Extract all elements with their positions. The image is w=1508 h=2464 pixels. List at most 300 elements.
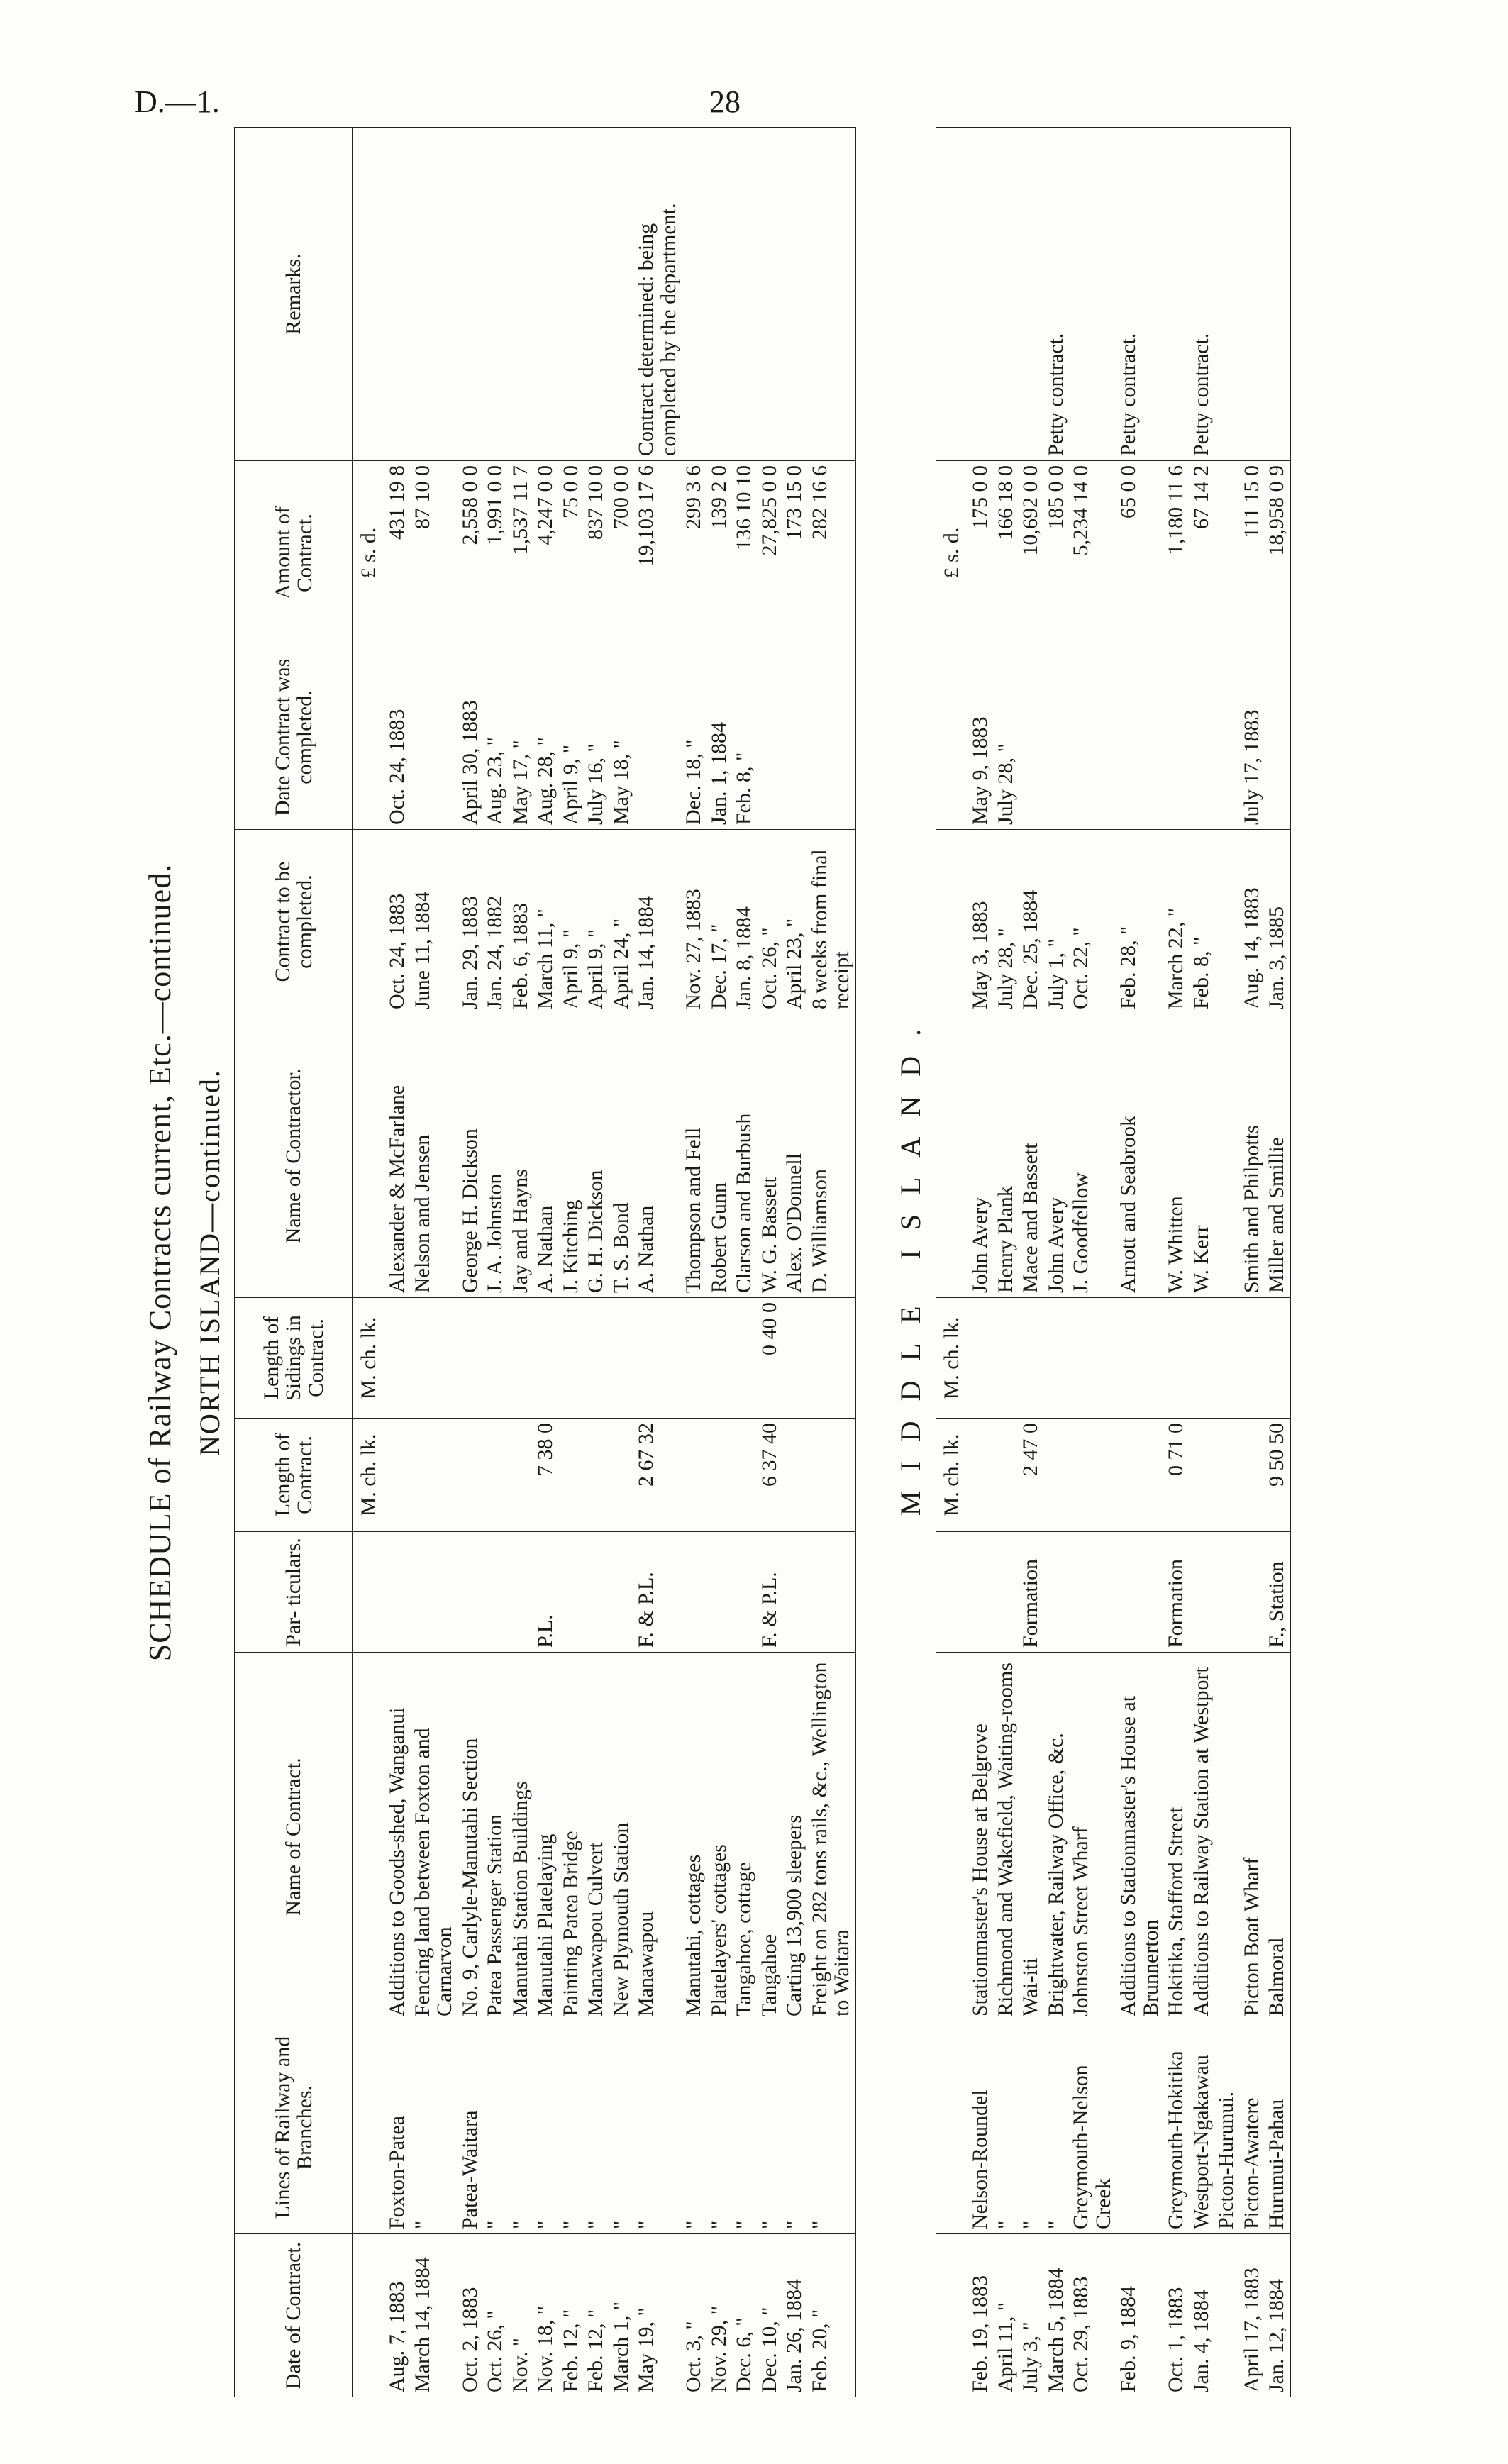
length-cell <box>458 1419 483 1532</box>
amount-cell: 136 10 10 <box>731 461 757 645</box>
contract-name-cell: Additions to Goods-shed, Wanganui <box>384 1653 410 2021</box>
date-completed-cell: April 9, " <box>558 645 584 830</box>
date-cell: Feb. 12, " <box>558 2234 584 2397</box>
table-row <box>1018 128 1043 2397</box>
particulars-cell <box>410 1532 458 1653</box>
contractor-cell: Thompson and Fell <box>681 1014 706 1298</box>
line-cell: " <box>558 2021 584 2234</box>
length-cell <box>681 1419 706 1532</box>
date-cell: May 19, " <box>633 2234 681 2397</box>
north-table-body <box>353 128 855 2397</box>
particulars-cell: P.L. <box>533 1532 558 1653</box>
table-row <box>731 128 757 2397</box>
contract-name-cell: Patea Passenger Station <box>482 1653 508 2021</box>
date-completed-cell <box>1163 645 1189 830</box>
date-completed-cell: Aug. 23, " <box>482 645 508 830</box>
unit-sidings: M. ch. lk. <box>353 1298 384 1419</box>
length-cell: 9 50 50 <box>1264 1419 1290 1532</box>
date-cell: March 5, 1884 <box>1043 2234 1069 2397</box>
line-cell: Westport-Ngakawau <box>1189 2021 1214 2234</box>
length-cell <box>1189 1419 1214 1532</box>
particulars-cell: F. & P.L. <box>757 1532 782 1653</box>
document-id: D.—1. <box>135 84 220 119</box>
sidings-cell <box>410 1298 458 1419</box>
date-cell <box>1214 2234 1239 2397</box>
to-be-completed-cell: Jan. 29, 1883 <box>458 830 483 1014</box>
contractor-cell <box>1214 1014 1239 1298</box>
line-cell: " <box>482 2021 508 2234</box>
particulars-cell <box>807 1532 855 1653</box>
length-cell <box>968 1419 993 1532</box>
to-be-completed-cell: July 1, " <box>1043 830 1069 1014</box>
contractor-cell: J. Goodfellow <box>1068 1014 1116 1298</box>
col-to-be-completed: Contract to be completed. <box>235 830 353 1014</box>
to-be-completed-cell: Feb. 28, " <box>1116 830 1163 1014</box>
contractor-cell: T. S. Bond <box>609 1014 634 1298</box>
contract-name-cell: Platelayers' cottages <box>706 1653 732 2021</box>
sidings-cell <box>993 1298 1019 1419</box>
particulars-cell <box>968 1532 993 1653</box>
sidings-cell <box>1068 1298 1116 1419</box>
length-cell: 2 67 32 <box>633 1419 681 1532</box>
particulars-cell <box>1043 1532 1069 1653</box>
amount-cell: 166 18 0 <box>993 461 1019 645</box>
line-cell: " <box>1043 2021 1069 2234</box>
remarks-cell <box>1068 128 1116 461</box>
to-be-completed-cell: Dec. 25, 1884 <box>1018 830 1043 1014</box>
amount-cell: 65 0 0 <box>1116 461 1163 645</box>
remarks-cell <box>807 128 855 461</box>
contractor-cell: D. Williamson <box>807 1014 855 1298</box>
line-cell: Greymouth-Hokitika <box>1163 2021 1189 2234</box>
contractor-cell: John Avery <box>968 1014 993 1298</box>
length-cell: 2 47 0 <box>1018 1419 1043 1532</box>
date-completed-cell <box>1116 645 1163 830</box>
table-row <box>782 128 807 2397</box>
line-cell: " <box>533 2021 558 2234</box>
contract-name-cell: Manawapou Culvert <box>583 1653 609 2021</box>
to-be-completed-cell: 8 weeks from final receipt <box>807 830 855 1014</box>
contractor-cell: Mace and Bassett <box>1018 1014 1043 1298</box>
length-cell: 7 38 0 <box>533 1419 558 1532</box>
date-cell: Oct. 29, 1883 <box>1068 2234 1116 2397</box>
contractor-cell: A. Nathan <box>533 1014 558 1298</box>
date-completed-cell: Oct. 24, 1883 <box>384 645 410 830</box>
date-completed-cell <box>410 645 458 830</box>
contract-name-cell: Tangahoe, cottage <box>731 1653 757 2021</box>
length-cell <box>1239 1419 1265 1532</box>
length-cell <box>993 1419 1019 1532</box>
col-sidings: Length of Sidings in Contract. <box>235 1298 353 1419</box>
date-cell: Dec. 10, " <box>757 2234 782 2397</box>
particulars-cell <box>706 1532 732 1653</box>
line-cell: " <box>410 2021 458 2234</box>
sidings-cell <box>609 1298 634 1419</box>
particulars-cell <box>1214 1532 1239 1653</box>
middle-island-heading: MIDDLE ISLAND. <box>894 1009 926 1516</box>
amount-cell: 175 0 0 <box>968 461 993 645</box>
contract-name-cell: Richmond and Wakefield, Waiting-rooms <box>993 1653 1019 2021</box>
remarks-cell <box>731 128 757 461</box>
amount-cell: 75 0 0 <box>558 461 584 645</box>
contract-name-cell: Carting 13,900 sleepers <box>782 1653 807 2021</box>
particulars-cell <box>482 1532 508 1653</box>
col-line: Lines of Railway and Branches. <box>235 2021 353 2234</box>
contract-name-cell: Manawapou <box>633 1653 681 2021</box>
contractor-cell: Alex. O'Donnell <box>782 1014 807 1298</box>
table-row <box>633 128 681 2397</box>
length-cell <box>706 1419 732 1532</box>
north-island-table <box>234 127 856 2397</box>
contract-name-cell: Wai-iti <box>1018 1653 1043 2021</box>
particulars-cell <box>731 1532 757 1653</box>
contract-name-cell: Manutahi, cottages <box>681 1653 706 2021</box>
table-row <box>384 128 410 2397</box>
to-be-completed-cell: July 28, " <box>993 830 1019 1014</box>
date-completed-cell: May 17, " <box>508 645 533 830</box>
date-cell: April 11, " <box>993 2234 1019 2397</box>
amount-cell: 139 2 0 <box>706 461 732 645</box>
table-row <box>482 128 508 2397</box>
table-row <box>583 128 609 2397</box>
date-cell: Oct. 26, " <box>482 2234 508 2397</box>
to-be-completed-cell: May 3, 1883 <box>968 830 993 1014</box>
particulars-cell: Formation <box>1163 1532 1189 1653</box>
north-island-heading: NORTH ISLAND—continued. <box>194 1069 226 1456</box>
units-row <box>936 128 968 2397</box>
contractor-cell: John Avery <box>1043 1014 1069 1298</box>
line-cell: " <box>757 2021 782 2234</box>
date-completed-cell: Dec. 18, " <box>681 645 706 830</box>
date-completed-cell <box>1068 645 1116 830</box>
sidings-cell <box>1214 1298 1239 1419</box>
contractor-cell: G. H. Dickson <box>583 1014 609 1298</box>
date-completed-cell: April 30, 1883 <box>458 645 483 830</box>
contractor-cell: Alexander & McFarlane <box>384 1014 410 1298</box>
sidings-cell <box>968 1298 993 1419</box>
contractor-cell: Robert Gunn <box>706 1014 732 1298</box>
amount-cell <box>1214 461 1239 645</box>
line-cell: Patea-Waitara <box>458 2021 483 2234</box>
date-completed-cell <box>1189 645 1214 830</box>
remarks-cell <box>410 128 458 461</box>
line-cell: " <box>782 2021 807 2234</box>
contract-name-cell: Brightwater, Railway Office, &c. <box>1043 1653 1069 2021</box>
to-be-completed-cell: Jan. 3, 1885 <box>1264 830 1290 1014</box>
length-cell <box>410 1419 458 1532</box>
line-cell: Greymouth-Nelson Creek <box>1068 2021 1116 2234</box>
line-cell: " <box>1018 2021 1043 2234</box>
length-cell <box>1214 1419 1239 1532</box>
contract-name-cell: Picton Boat Wharf <box>1239 1653 1265 2021</box>
date-completed-cell <box>1018 645 1043 830</box>
sidings-cell <box>1043 1298 1069 1419</box>
remarks-cell: Contract determined: being completed by the department. <box>633 128 681 461</box>
table-row <box>1043 128 1069 2397</box>
table-row <box>1189 128 1214 2397</box>
to-be-completed-cell: Oct. 26, " <box>757 830 782 1014</box>
to-be-completed-cell: Jan. 14, 1884 <box>633 830 681 1014</box>
particulars-cell: F., Station <box>1264 1532 1290 1653</box>
table-row <box>458 128 483 2397</box>
date-cell: March 1, " <box>609 2234 634 2397</box>
length-cell <box>609 1419 634 1532</box>
line-cell: " <box>731 2021 757 2234</box>
contractor-cell: Smith and Philpotts <box>1239 1014 1265 1298</box>
to-be-completed-cell: Oct. 24, 1883 <box>384 830 410 1014</box>
amount-cell: 10,692 0 0 <box>1018 461 1043 645</box>
contract-name-cell: Balmoral <box>1264 1653 1290 2021</box>
length-cell <box>1043 1419 1069 1532</box>
date-cell: Nov. 18, " <box>533 2234 558 2397</box>
line-cell: " <box>633 2021 681 2234</box>
length-cell <box>482 1419 508 1532</box>
length-cell <box>782 1419 807 1532</box>
sidings-cell <box>583 1298 609 1419</box>
remarks-cell <box>583 128 609 461</box>
particulars-cell <box>1116 1532 1163 1653</box>
date-completed-cell <box>1214 645 1239 830</box>
remarks-cell <box>993 128 1019 461</box>
col-date-completed: Date Contract was completed. <box>235 645 353 830</box>
to-be-completed-cell: March 22, " <box>1163 830 1189 1014</box>
sidings-cell <box>1189 1298 1214 1419</box>
particulars-cell <box>1189 1532 1214 1653</box>
table-row <box>968 128 993 2397</box>
contractor-cell: Nelson and Jensen <box>410 1014 458 1298</box>
date-completed-cell: May 18, " <box>609 645 634 830</box>
col-date: Date of Contract. <box>235 2234 353 2397</box>
remarks-cell <box>1214 128 1239 461</box>
contractor-cell: Henry Plank <box>993 1014 1019 1298</box>
date-cell: Jan. 4, 1884 <box>1189 2234 1214 2397</box>
col-remarks: Remarks. <box>235 128 353 461</box>
to-be-completed-cell: April 9, " <box>583 830 609 1014</box>
length-cell: 6 37 40 <box>757 1419 782 1532</box>
sidings-cell <box>807 1298 855 1419</box>
col-contract-name: Name of Contract. <box>235 1653 353 2021</box>
table-row <box>757 128 782 2397</box>
col-length: Length of Contract. <box>235 1419 353 1532</box>
date-cell: Feb. 9, 1884 <box>1116 2234 1163 2397</box>
table-row <box>609 128 634 2397</box>
amount-cell: 111 15 0 <box>1239 461 1265 645</box>
length-cell <box>558 1419 584 1532</box>
remarks-cell <box>1018 128 1043 461</box>
particulars-cell <box>1239 1532 1265 1653</box>
table-row <box>1264 128 1290 2397</box>
contractor-cell: Clarson and Burbush <box>731 1014 757 1298</box>
particulars-cell <box>458 1532 483 1653</box>
particulars-cell <box>681 1532 706 1653</box>
contractor-cell: Arnott and Seabrook <box>1116 1014 1163 1298</box>
contractor-cell: J. Kitching <box>558 1014 584 1298</box>
table-row <box>807 128 855 2397</box>
length-cell: 0 71 0 <box>1163 1419 1189 1532</box>
contractor-cell: Miller and Smillie <box>1264 1014 1290 1298</box>
sidings-cell <box>1116 1298 1163 1419</box>
remarks-cell <box>458 128 483 461</box>
contract-name-cell: Freight on 282 tons rails, &c., Wellington to Waitara <box>807 1653 855 2021</box>
amount-cell: 2,558 0 0 <box>458 461 483 645</box>
date-cell: Feb. 20, " <box>807 2234 855 2397</box>
length-cell <box>731 1419 757 1532</box>
length-cell <box>807 1419 855 1532</box>
date-cell: Nov. " <box>508 2234 533 2397</box>
amount-cell: 282 16 6 <box>807 461 855 645</box>
length-cell <box>1116 1419 1163 1532</box>
particulars-cell <box>558 1532 584 1653</box>
contract-name-cell: Tangahoe <box>757 1653 782 2021</box>
unit-length: M. ch. lk. <box>936 1419 968 1532</box>
contract-name-cell: Additions to Stationmaster's House at Brunnerton <box>1116 1653 1163 2021</box>
to-be-completed-cell: April 23, " <box>782 830 807 1014</box>
to-be-completed-cell: April 24, " <box>609 830 634 1014</box>
particulars-cell <box>508 1532 533 1653</box>
length-cell <box>1068 1419 1116 1532</box>
table-row <box>706 128 732 2397</box>
sidings-cell <box>482 1298 508 1419</box>
line-cell: Picton-Awatere <box>1239 2021 1265 2234</box>
contractor-cell: W. Whitten <box>1163 1014 1189 1298</box>
contract-name-cell: Manutahi Station Buildings <box>508 1653 533 2021</box>
date-cell: Jan. 12, 1884 <box>1264 2234 1290 2397</box>
length-cell <box>384 1419 410 1532</box>
particulars-cell <box>609 1532 634 1653</box>
date-completed-cell: Feb. 8, " <box>731 645 757 830</box>
table-row <box>558 128 584 2397</box>
sidings-cell <box>782 1298 807 1419</box>
remarks-cell <box>1163 128 1189 461</box>
sidings-cell <box>1018 1298 1043 1419</box>
contractor-cell: W. G. Bassett <box>757 1014 782 1298</box>
date-completed-cell: May 9, 1883 <box>968 645 993 830</box>
sidings-cell <box>1239 1298 1265 1419</box>
date-completed-cell: July 28, " <box>993 645 1019 830</box>
sidings-cell <box>731 1298 757 1419</box>
amount-cell: 1,991 0 0 <box>482 461 508 645</box>
sidings-cell <box>633 1298 681 1419</box>
amount-cell: 1,180 11 6 <box>1163 461 1189 645</box>
date-cell: March 14, 1884 <box>410 2234 458 2397</box>
contract-name-cell: Manutahi Platelaying <box>533 1653 558 2021</box>
line-cell: " <box>681 2021 706 2234</box>
length-cell <box>508 1419 533 1532</box>
remarks-cell <box>508 128 533 461</box>
to-be-completed-cell: Feb. 8, " <box>1189 830 1214 1014</box>
schedule-title: SCHEDULE of Railway Contracts current, Etc.—continued. <box>143 863 177 1662</box>
contract-name-cell: Stationmaster's House at Belgrove <box>968 1653 993 2021</box>
particulars-cell <box>993 1532 1019 1653</box>
header-row <box>235 128 353 2397</box>
unit-amount: £ s. d. <box>353 461 384 645</box>
col-contractor: Name of Contractor. <box>235 1014 353 1298</box>
contract-name-cell: No. 9, Carlyle-Manutahi Section <box>458 1653 483 2021</box>
to-be-completed-cell: Oct. 22, " <box>1068 830 1116 1014</box>
line-cell: " <box>706 2021 732 2234</box>
sidings-cell <box>458 1298 483 1419</box>
sidings-cell <box>681 1298 706 1419</box>
line-cell: " <box>993 2021 1019 2234</box>
amount-cell: 18,958 0 9 <box>1264 461 1290 645</box>
date-cell: Oct. 2, 1883 <box>458 2234 483 2397</box>
table-row <box>508 128 533 2397</box>
line-cell: " <box>508 2021 533 2234</box>
date-completed-cell: Jan. 1, 1884 <box>706 645 732 830</box>
contractor-cell: J. A. Johnston <box>482 1014 508 1298</box>
remarks-cell <box>706 128 732 461</box>
remarks-cell <box>1239 128 1265 461</box>
date-completed-cell <box>1264 645 1290 830</box>
to-be-completed-cell: Jan. 8, 1884 <box>731 830 757 1014</box>
to-be-completed-cell: April 9, " <box>558 830 584 1014</box>
date-cell: Oct. 1, 1883 <box>1163 2234 1189 2397</box>
to-be-completed-cell: Dec. 17, " <box>706 830 732 1014</box>
line-cell: " <box>609 2021 634 2234</box>
sidings-cell <box>384 1298 410 1419</box>
table-row <box>410 128 458 2397</box>
date-completed-cell <box>1043 645 1069 830</box>
sidings-cell <box>533 1298 558 1419</box>
contract-name-cell <box>1214 1653 1239 2021</box>
date-completed-cell: July 16, " <box>583 645 609 830</box>
line-cell: Picton-Hurunui. <box>1214 2021 1239 2234</box>
particulars-cell <box>782 1532 807 1653</box>
amount-cell: 700 0 0 <box>609 461 634 645</box>
table-row <box>993 128 1019 2397</box>
to-be-completed-cell: Feb. 6, 1883 <box>508 830 533 1014</box>
sidings-cell <box>558 1298 584 1419</box>
particulars-cell: Formation <box>1018 1532 1043 1653</box>
page-number: 28 <box>709 84 741 119</box>
remarks-cell: Petty contract. <box>1189 128 1214 461</box>
table-row <box>1163 128 1189 2397</box>
middle-island-table <box>936 127 1291 2397</box>
particulars-cell <box>583 1532 609 1653</box>
remarks-cell <box>558 128 584 461</box>
amount-cell: 19,103 17 6 <box>633 461 681 645</box>
particulars-cell <box>384 1532 410 1653</box>
amount-cell: 431 19 8 <box>384 461 410 645</box>
sidings-cell <box>1264 1298 1290 1419</box>
remarks-cell <box>968 128 993 461</box>
date-cell: Jan. 26, 1884 <box>782 2234 807 2397</box>
col-particulars: Par- ticulars. <box>235 1532 353 1653</box>
contract-name-cell: Fencing land between Foxton and Carnarvon <box>410 1653 458 2021</box>
date-completed-cell: July 17, 1883 <box>1239 645 1265 830</box>
date-cell: Feb. 19, 1883 <box>968 2234 993 2397</box>
col-amount: Amount of Contract. <box>235 461 353 645</box>
line-cell: " <box>807 2021 855 2234</box>
remarks-cell <box>757 128 782 461</box>
remarks-cell: Petty contract. <box>1116 128 1163 461</box>
amount-cell: 67 14 2 <box>1189 461 1214 645</box>
line-cell: Nelson-Roundel <box>968 2021 993 2234</box>
line-cell <box>1116 2021 1163 2234</box>
date-completed-cell: Aug. 28, " <box>533 645 558 830</box>
amount-cell: 5,234 14 0 <box>1068 461 1116 645</box>
date-completed-cell <box>782 645 807 830</box>
amount-cell: 27,825 0 0 <box>757 461 782 645</box>
date-cell: Oct. 3, " <box>681 2234 706 2397</box>
rotated-schedule <box>128 128 1334 2397</box>
amount-cell: 299 3 6 <box>681 461 706 645</box>
date-cell: Feb. 12, " <box>583 2234 609 2397</box>
amount-cell: 4,247 0 0 <box>533 461 558 645</box>
table-row <box>1116 128 1163 2397</box>
remarks-cell <box>482 128 508 461</box>
contractor-cell: W. Kerr <box>1189 1014 1214 1298</box>
